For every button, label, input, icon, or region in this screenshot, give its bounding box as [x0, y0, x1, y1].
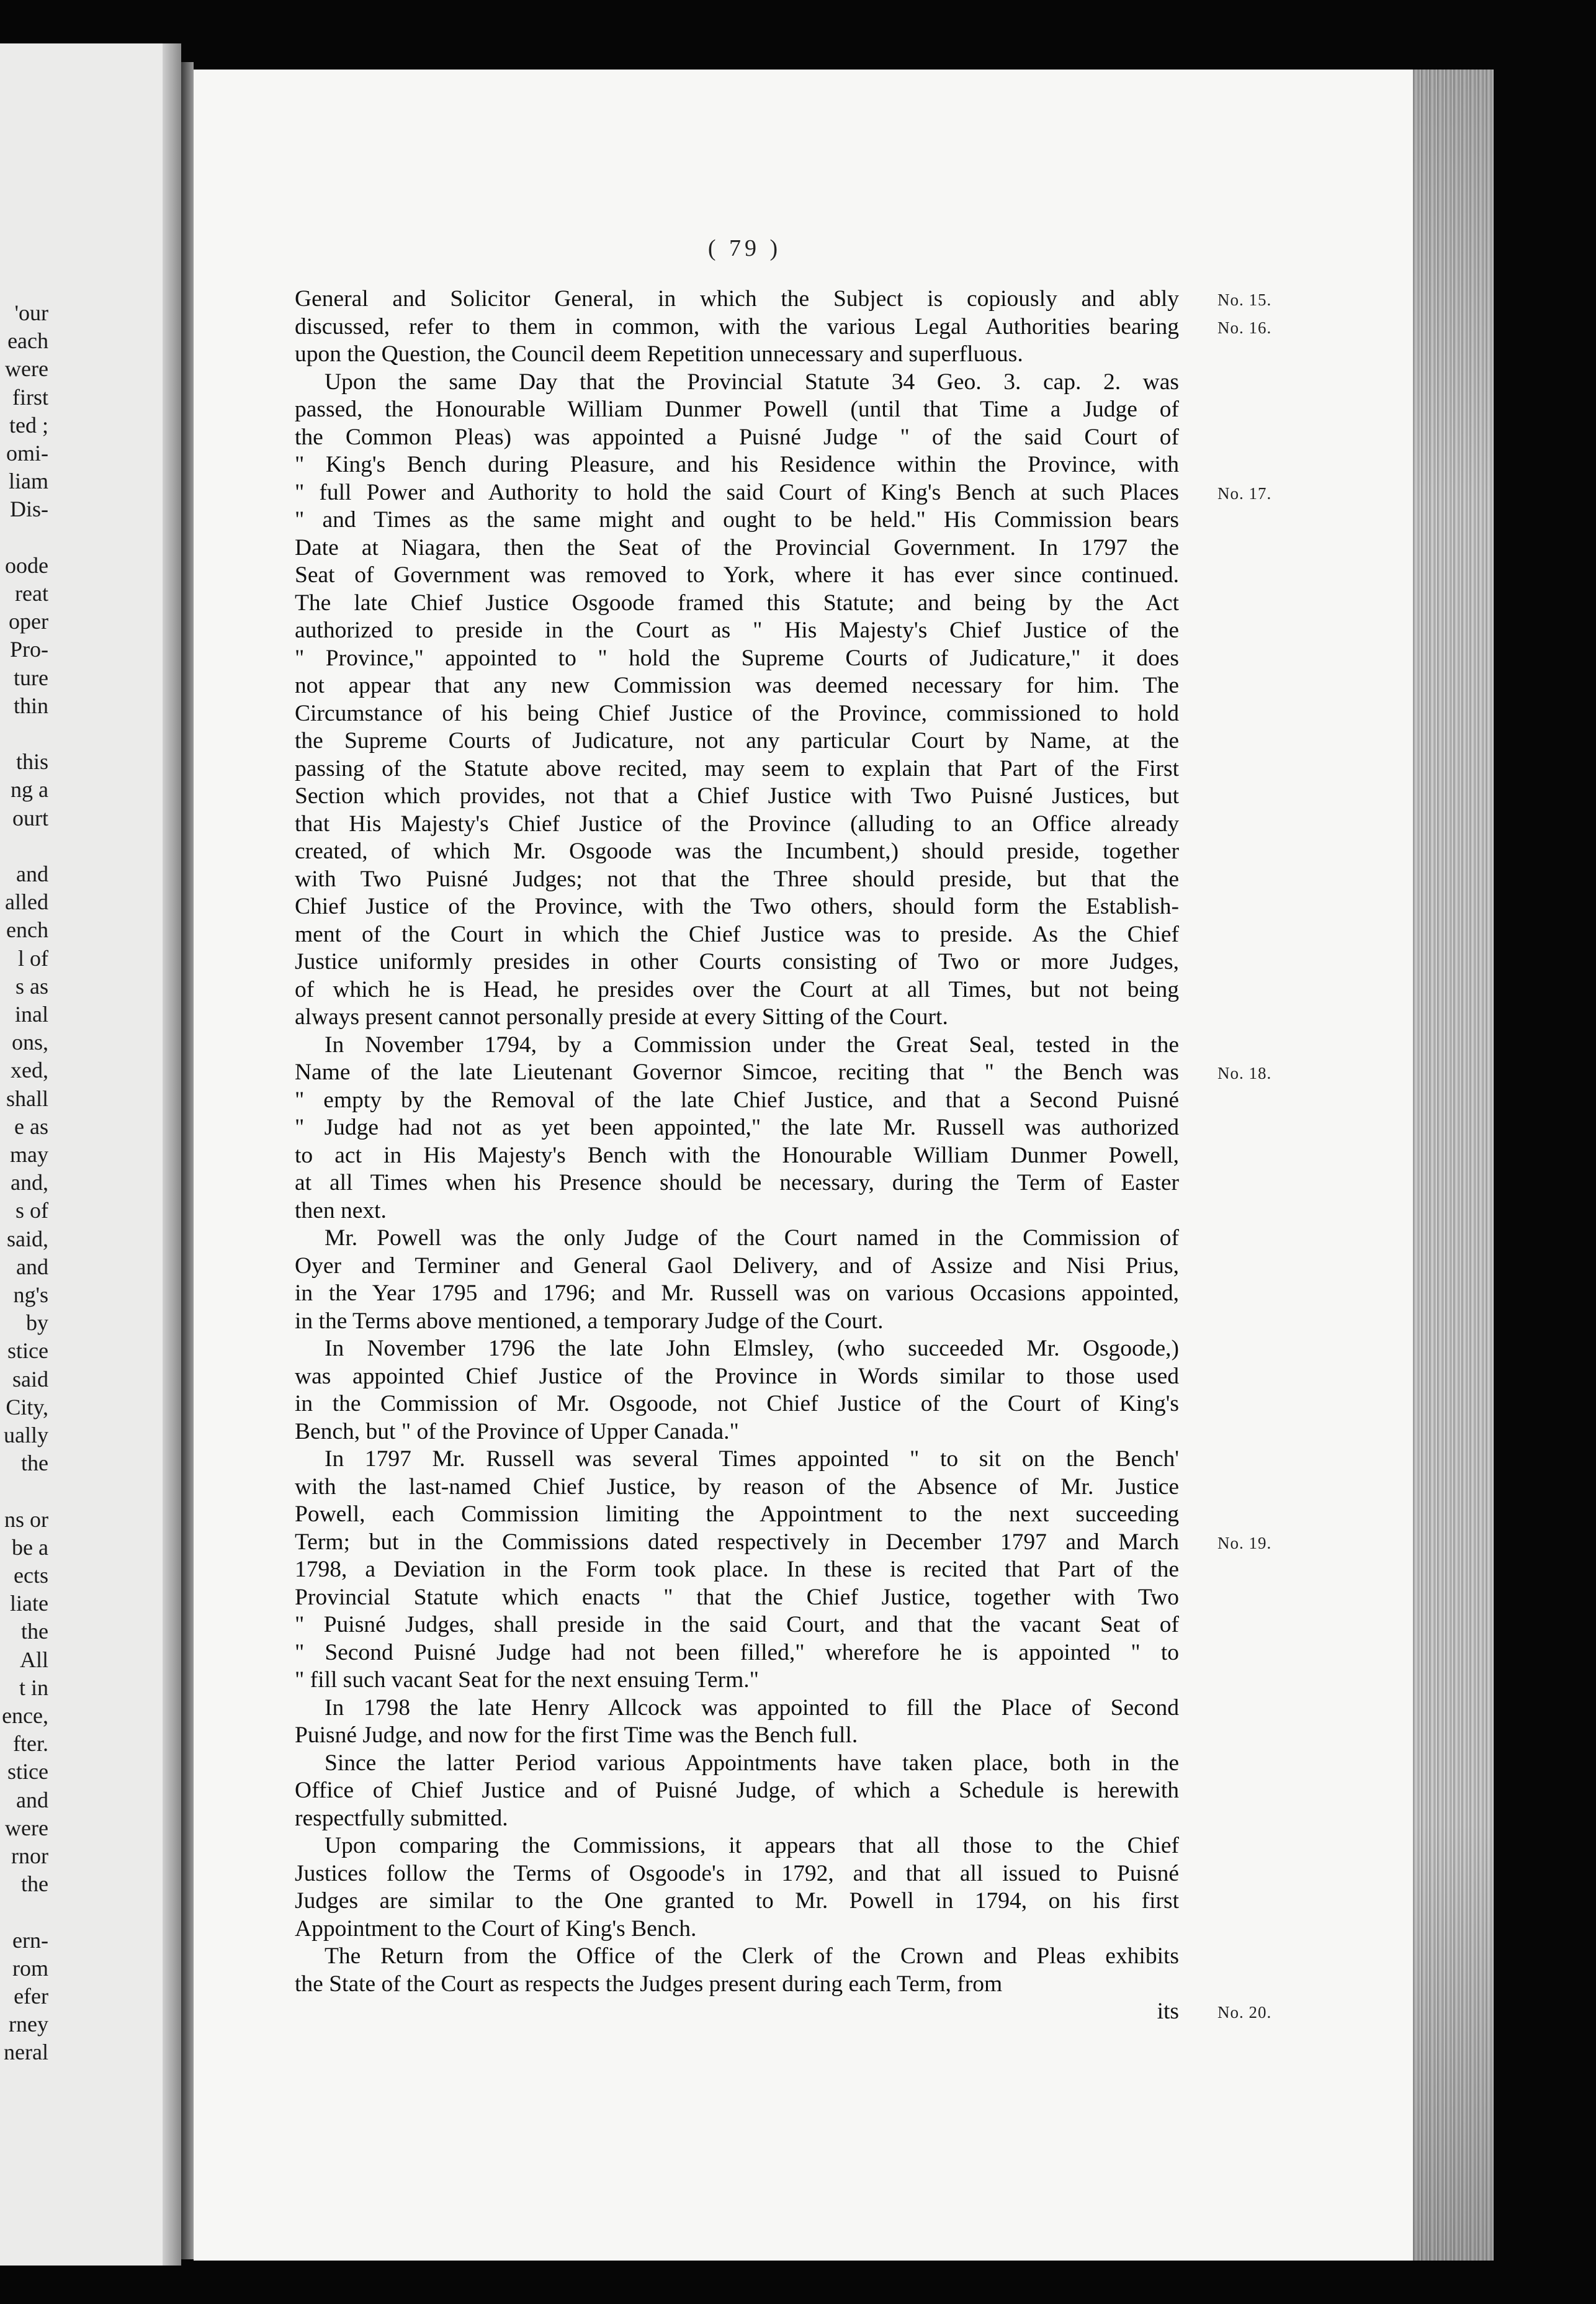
left-page-fragment: said	[12, 1366, 48, 1392]
text-line: Puisné Judge, and now for the first Time was the Bench full.	[295, 1722, 858, 1748]
left-page-fragment: be a	[12, 1534, 48, 1560]
text-line: discussed, refer to them in common, with the various Legal Authorities bearing	[295, 313, 1179, 340]
left-page-fragment: were	[5, 1815, 48, 1840]
margin-note: No. 16.	[1217, 318, 1272, 337]
text-line: respectfully submitted.	[295, 1805, 508, 1831]
text-line: authorized to preside in the Court as " His Majesty's Chief Justice of the	[295, 618, 1179, 643]
paragraph	[295, 1943, 1179, 1998]
text-line: " Province," appointed to " hold the Supreme Courts of Judicature," it does	[295, 645, 1179, 671]
left-page-fragment: ns or	[4, 1506, 48, 1532]
page-edges	[1413, 70, 1494, 2261]
text-line: Judges are similar to the One granted to Mr. Powell in 1794, on his first	[295, 1888, 1179, 1914]
left-page-fragment: rnor	[11, 1843, 48, 1868]
text-line: Provincial Statute which enacts " that the Chief Justice, together with Two	[295, 1584, 1179, 1610]
text-line: Appointment to the Court of King's Bench.	[295, 1915, 697, 1942]
text-line: " Puisné Judges, shall preside in the said Court, and that the vacant Seat of	[295, 1612, 1179, 1637]
text-line: Oyer and Terminer and General Gaol Delivery, and of Assize and Nisi Prius,	[295, 1253, 1179, 1279]
margin-note: No. 17.	[1217, 484, 1272, 503]
paragraph	[295, 1335, 1179, 1446]
text-line: The late Chief Justice Osgoode framed this Statute; and being by the Act	[295, 590, 1179, 616]
margin-note: No. 18.	[1217, 1064, 1272, 1082]
left-page-fragment: ng a	[11, 777, 48, 803]
text-line: Since the latter Period various Appointments have taken place, both in the	[325, 1750, 1179, 1776]
text-line: in the Terms above mentioned, a temporary Judge of the Court.	[295, 1308, 884, 1334]
text-line: that His Majesty's Chief Justice of the Province (alluding to an Office already	[295, 811, 1179, 837]
left-page-fragment: s as	[16, 973, 48, 999]
left-page-fragment: ence,	[2, 1703, 48, 1728]
left-page-fragment: and	[16, 1254, 48, 1279]
margin-note: No. 19.	[1217, 1533, 1272, 1552]
paragraph	[295, 369, 1179, 1032]
text-line: Powell, each Commission limiting the Appointment to the next succeeding	[295, 1501, 1179, 1527]
text-line: Upon the same Day that the Provincial Statute 34 Geo. 3. cap. 2. was	[325, 369, 1179, 395]
paragraph	[295, 1694, 1179, 1750]
text-line: Office of Chief Justice and of Puisné Judge, of which a Schedule is herewith	[295, 1778, 1179, 1803]
left-page-fragment: thin	[13, 693, 48, 718]
left-page-fragment: ons,	[11, 1030, 48, 1055]
text-line: Justice uniformly presides in other Courts consisting of Two or more Judges,	[295, 949, 1179, 974]
book-spine	[181, 62, 194, 2259]
left-page-fragment: reat	[15, 581, 48, 606]
text-line: not appear that any new Commission was deemed necessary for him. The	[295, 673, 1179, 698]
paragraph	[295, 1225, 1179, 1335]
body-text	[295, 286, 1179, 2026]
left-page-fragment: t in	[19, 1675, 48, 1700]
left-page-fragment: said,	[7, 1226, 48, 1251]
text-line: Seat of Government was removed to York, where it has ever since continued.	[295, 562, 1179, 588]
left-page-fragment: City,	[6, 1394, 48, 1420]
text-line: " Judge had not as yet been appointed," the late Mr. Russell was authorized	[295, 1115, 1179, 1140]
left-page-fragment: Dis-	[10, 497, 48, 522]
text-line: created, of which Mr. Osgoode was the Incumbent,) should preside, together	[295, 839, 1179, 864]
left-page-fragment: and	[16, 1787, 48, 1812]
paragraph	[295, 1032, 1179, 1225]
left-page-fragment: neral	[4, 2040, 48, 2065]
text-line: " Second Puisné Judge had not been filled," wherefore he is appointed " to	[295, 1639, 1179, 1665]
text-line: with the last-named Chief Justice, by reason of the Absence of Mr. Justice	[295, 1474, 1179, 1500]
left-page-fragment: inal	[15, 1002, 48, 1027]
left-page-fragment: liam	[9, 469, 48, 494]
paragraph	[295, 1446, 1179, 1694]
text-line: In November 1796 the late John Elmsley, (who succeeded Mr. Osgoode,)	[325, 1336, 1179, 1361]
text-line: the Common Pleas) was appointed a Puisné Judge " of the said Court of	[295, 424, 1179, 450]
text-line: was appointed Chief Justice of the Province in Words similar to those used	[295, 1363, 1179, 1389]
left-page-fragment: ually	[4, 1423, 48, 1447]
paragraph	[295, 286, 1179, 369]
left-page-fragment: 'our	[14, 300, 48, 325]
text-line: passed, the Honourable William Dunmer Powell (until that Time a Judge of	[295, 397, 1179, 422]
left-page-fragment: rney	[9, 2012, 48, 2037]
text-line: with Two Puisné Judges; not that the Three should preside, but that the	[295, 866, 1179, 892]
text-line: Section which provides, not that a Chief Justice with Two Puisné Justices, but	[295, 783, 1179, 809]
left-page-fragment: ted ;	[9, 412, 48, 438]
left-page-fragment: were	[5, 356, 48, 382]
text-line: In 1797 Mr. Russell was several Times appointed " to sit on the Bench'	[325, 1446, 1179, 1472]
text-line: ment of the Court in which the Chief Justice was to preside. As the Chief	[295, 921, 1179, 947]
text-line: in the Commission of Mr. Osgoode, not Chief Justice of the Court of King's	[295, 1391, 1179, 1416]
text-line: Chief Justice of the Province, with the Two others, should form the Establish-	[295, 894, 1179, 919]
left-page-fragment: oper	[9, 609, 48, 634]
left-page-fragment: first	[12, 384, 48, 410]
left-page-fragment: xed,	[11, 1058, 48, 1083]
text-line: Bench, but " of the Province of Upper Canada."	[295, 1418, 739, 1444]
text-line: Name of the late Lieutenant Governor Simcoe, reciting that " the Bench was	[295, 1060, 1179, 1085]
left-page	[0, 43, 181, 2266]
text-line: of which he is Head, he presides over the Court at all Times, but not being	[295, 976, 1179, 1002]
text-line: The Return from the Office of the Clerk of the Crown and Pleas exhibits	[325, 1943, 1179, 1969]
paragraph	[295, 1832, 1179, 1943]
paragraph	[295, 1750, 1179, 1833]
left-page-fragment: the	[21, 1451, 48, 1476]
text-line: in the Year 1795 and 1796; and Mr. Russell was on various Occasions appointed,	[295, 1280, 1179, 1306]
left-page-fragment: may	[10, 1142, 48, 1167]
left-page-fragment: ects	[14, 1563, 48, 1588]
left-page-fragment: the	[21, 1871, 48, 1897]
left-page-fragment: rom	[12, 1955, 48, 1981]
text-line: " King's Bench during Pleasure, and his Residence within the Province, with	[295, 452, 1179, 477]
text-line: In 1798 the late Henry Allcock was appointed to fill the Place of Second	[325, 1694, 1179, 1721]
text-line: the Supreme Courts of Judicature, not any particular Court by Name, at the	[295, 728, 1179, 754]
left-page-fragment: ourt	[12, 805, 48, 830]
text-line: " and Times as the same might and ought to be held." His Commission bears	[295, 507, 1179, 533]
left-page-fragment: s of	[16, 1198, 48, 1223]
left-page-fragment: ench	[6, 917, 48, 943]
left-page-fragment: each	[7, 328, 48, 354]
left-page-fragment: ern-	[12, 1927, 48, 1953]
left-page-fragment: Pro-	[10, 637, 48, 662]
left-page-fragment: liate	[10, 1591, 48, 1616]
text-line: passing of the Statute above recited, may seem to explain that Part of the First	[295, 755, 1179, 781]
text-line: Term; but in the Commissions dated respectively in December 1797 and March	[295, 1529, 1179, 1555]
left-page-fragment: the	[21, 1619, 48, 1644]
left-page-fragment: stice	[7, 1338, 48, 1364]
left-page-fragment: l of	[18, 945, 48, 971]
text-line: In November 1794, by a Commission under the Great Seal, tested in the	[325, 1032, 1179, 1058]
left-page-fragment: efer	[14, 1984, 48, 2009]
text-line: General and Solicitor General, in which the Subject is copiously and ably	[295, 286, 1179, 312]
text-line: 1798, a Deviation in the Form took place. In these is recited that Part of the	[295, 1557, 1179, 1582]
text-line: Upon comparing the Commissions, it appears that all those to the Chief	[325, 1833, 1179, 1858]
left-page-fragment: All	[19, 1647, 48, 1672]
text-line: Justices follow the Terms of Osgoode's in 1792, and that all issued to Puisné	[295, 1860, 1179, 1886]
margin-note: No. 20.	[1217, 2003, 1272, 2022]
text-line: to act in His Majesty's Bench with the Honourable William Dunmer Powell,	[295, 1142, 1179, 1168]
text-line: the State of the Court as respects the Judges present during each Term, from	[295, 1971, 1003, 1997]
left-page-fragment: this	[16, 749, 48, 775]
text-line: Date at Niagara, then the Seat of the Provincial Government. In 1797 the	[295, 534, 1179, 560]
left-page-fragment: oode	[5, 552, 48, 578]
left-page-fragment: and	[16, 862, 48, 886]
left-page-fragment: by	[26, 1310, 48, 1336]
left-page-fragment: e as	[14, 1114, 48, 1139]
left-page-fragment: and,	[11, 1170, 48, 1195]
left-page-fragment: omi-	[6, 441, 48, 466]
text-line: " full Power and Authority to hold the said Court of King's Bench at such Places	[295, 479, 1179, 505]
left-page-fragment: alled	[5, 889, 48, 915]
margin-note: No. 15.	[1217, 290, 1272, 309]
left-page-fragment: ture	[14, 665, 48, 690]
catchword: its	[1157, 1999, 1179, 2024]
page-number: ( 79 )	[707, 235, 782, 261]
text-line: then next.	[295, 1197, 387, 1223]
left-page-fragment: stice	[7, 1759, 48, 1784]
left-page-fragment: shall	[6, 1086, 48, 1111]
text-line: " empty by the Removal of the late Chief Justice, and that a Second Puisné	[295, 1087, 1179, 1113]
text-line: upon the Question, the Council deem Repetition unnecessary and superfluous.	[295, 341, 1023, 367]
left-page-fragment: fter.	[13, 1731, 48, 1757]
gutter-shadow	[163, 43, 181, 2266]
text-line: always present cannot personally preside at every Sitting of the Court.	[295, 1004, 948, 1030]
text-line: Mr. Powell was the only Judge of the Court named in the Commission of	[325, 1225, 1179, 1251]
text-line: " fill such vacant Seat for the next ensuing Term."	[295, 1667, 759, 1693]
text-line: Circumstance of his being Chief Justice of the Province, commissioned to hold	[295, 700, 1179, 726]
text-line: at all Times when his Presence should be necessary, during the Term of Easter	[295, 1170, 1179, 1195]
left-page-fragment: ng's	[13, 1282, 48, 1307]
